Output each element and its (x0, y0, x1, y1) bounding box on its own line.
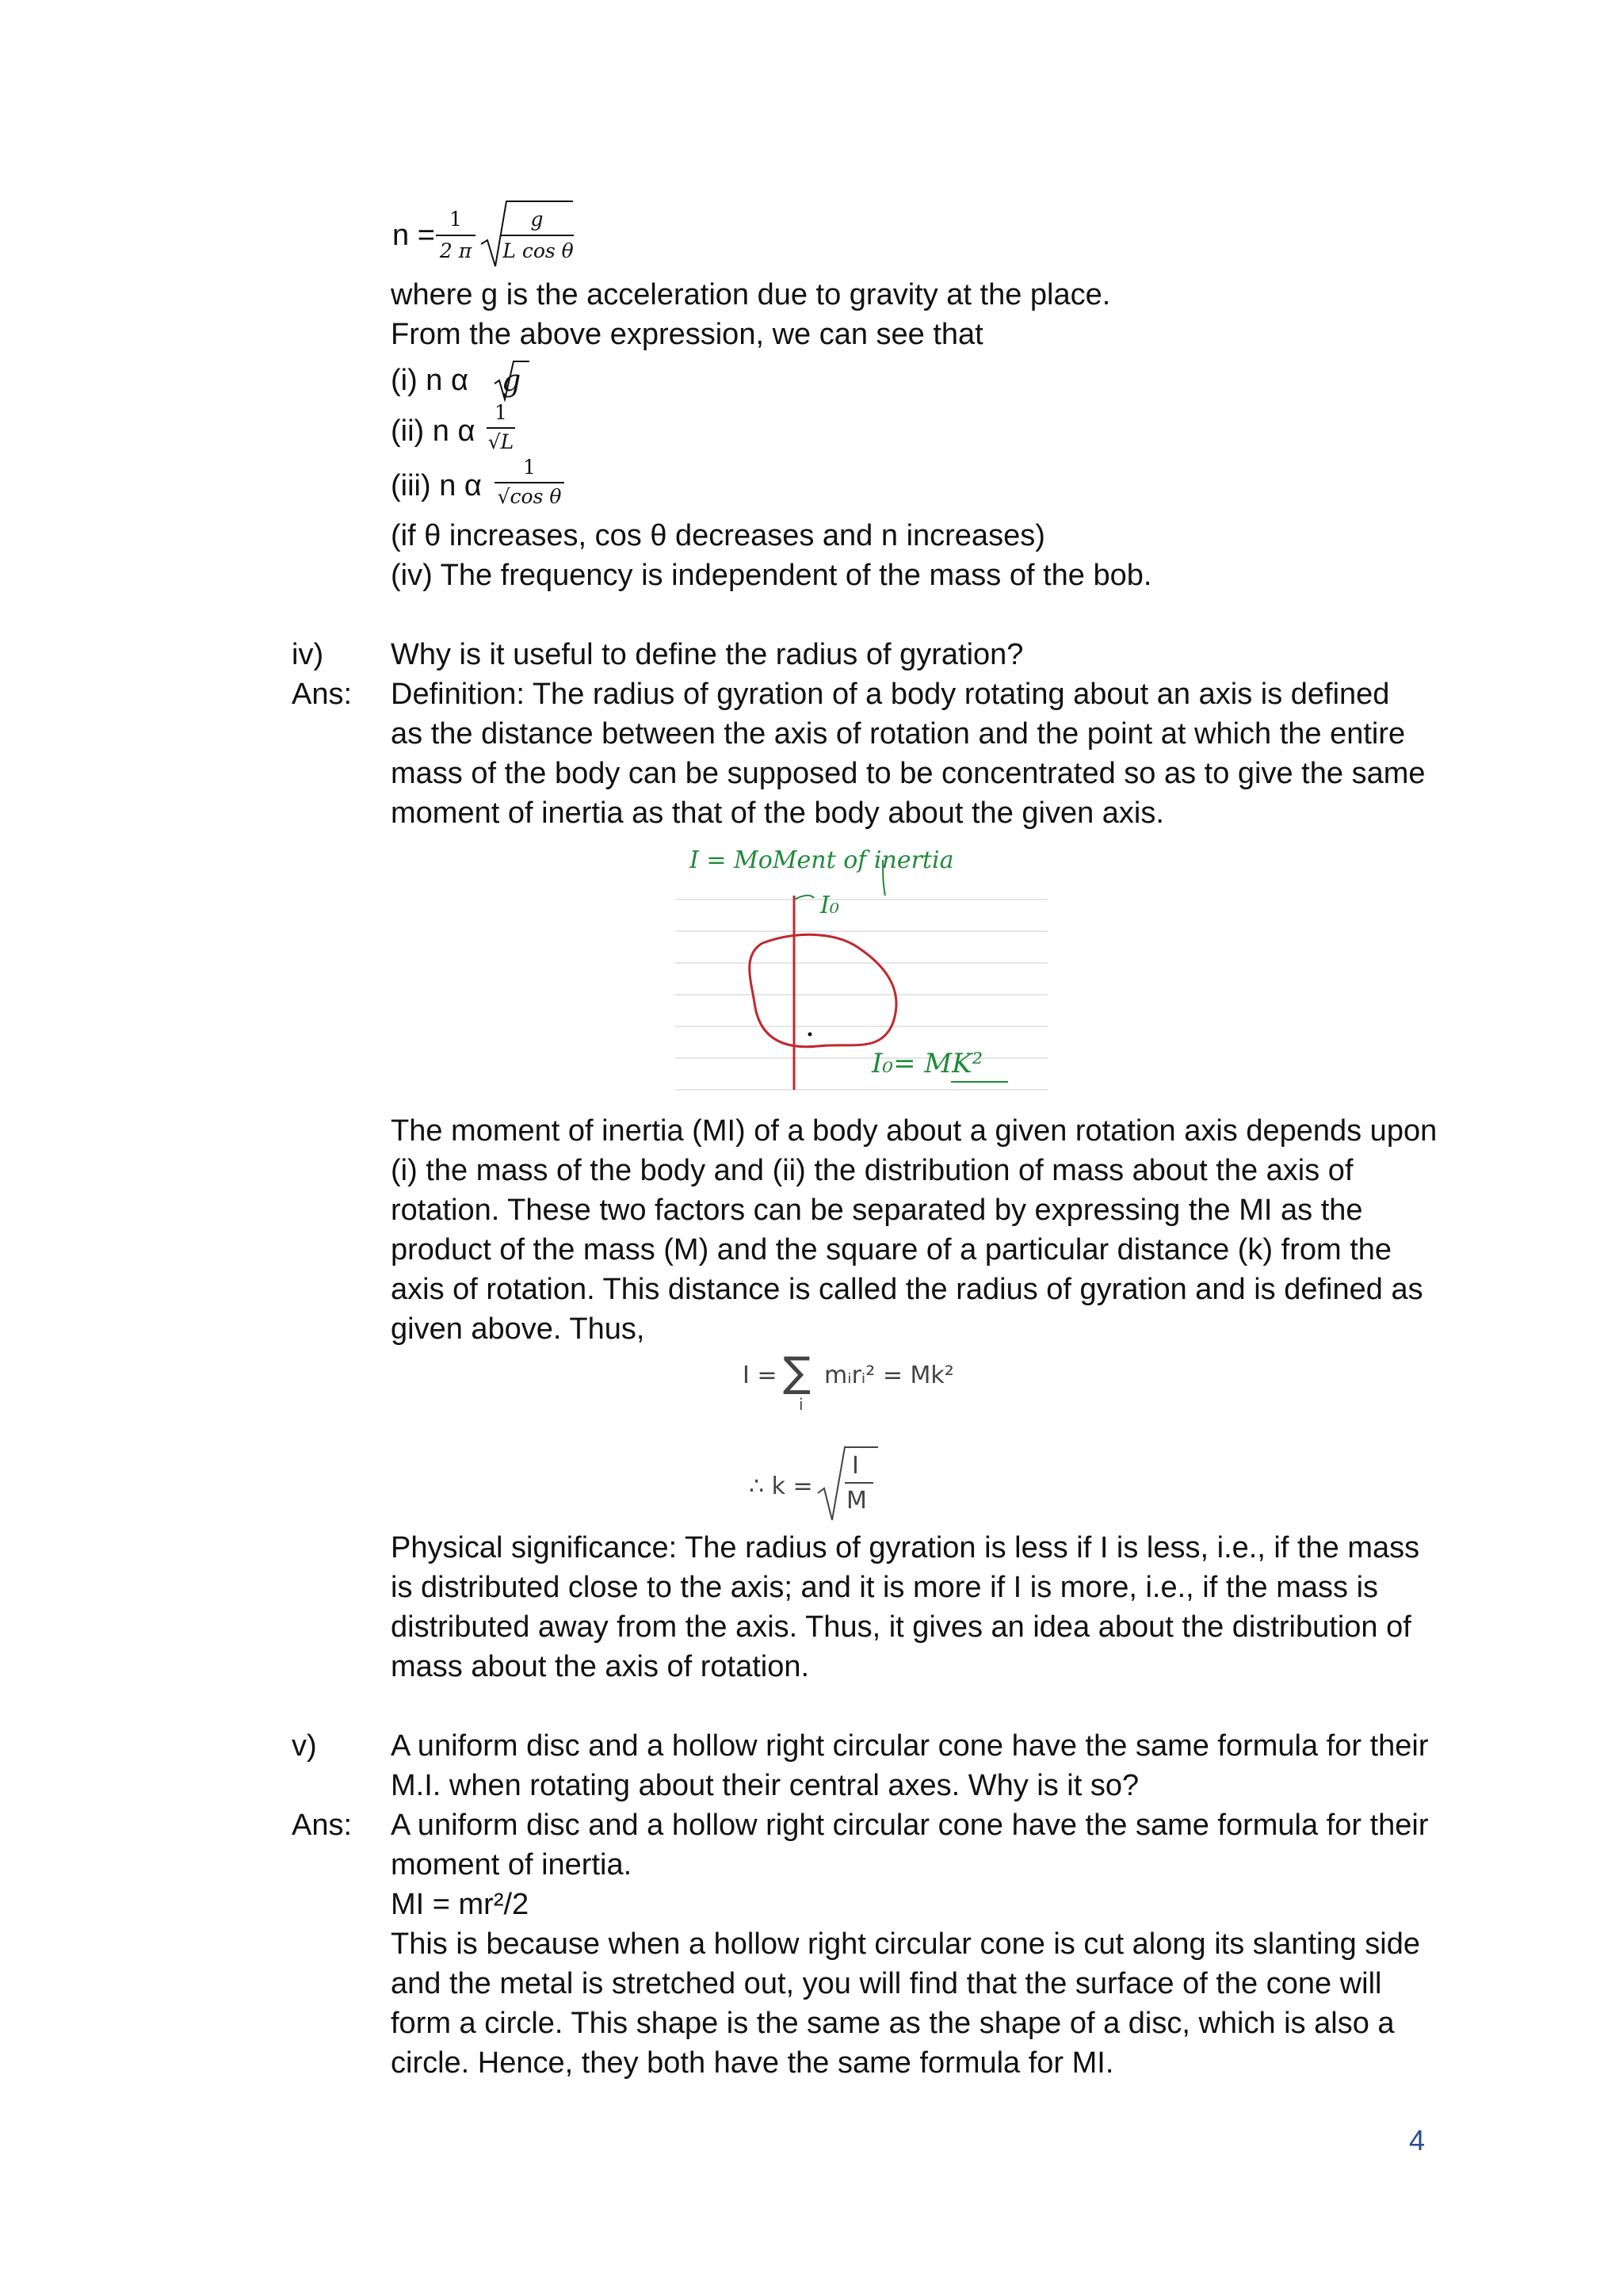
formula-den2: L cos θ (502, 239, 574, 262)
eq1-index: i (799, 1395, 804, 1414)
fraction-bar (501, 235, 574, 236)
eq2-den: M (846, 1487, 867, 1515)
formula-den1: 2 π (439, 239, 472, 262)
moment-of-inertia-figure (675, 852, 1048, 1110)
formula-num2: g (530, 208, 544, 231)
theta-note: (if θ increases, cos θ decreases and n increases) (391, 519, 1045, 552)
item-i-prefix: (i) n α (391, 364, 468, 397)
item-ii-num: 1 (495, 401, 507, 424)
fraction-bar (845, 1482, 873, 1484)
mi-formula: MI = mr²/2 (391, 1888, 529, 1921)
question-text: Why is it useful to define the radius of gyration? (391, 638, 1024, 671)
eq2-lhs: ∴ k = (749, 1473, 813, 1500)
eq1-sum-symbol: ∑ (783, 1349, 812, 1396)
definition-paragraph: Definition: The radius of gyration of a body rotating about an axis is defined as the distance between the axis of rotation and the point at which the entire mass of the body can be supposed to be concentrated so as to give the same moment of inertia as that of the body about the given axis. (391, 678, 1426, 830)
item-iv-line: (iv) The frequency is independent of the mass of the bob. (391, 559, 1152, 592)
figure-title: I = MoMent of inertia (689, 846, 954, 874)
moment-paragraph: The moment of inertia (MI) of a body about a given rotation axis depends upon (i) the mass of the body and (ii) the distribution of mass about the axis of rotation. These two factors can be separated by expressing the MI as the product of the mass (M) and the square of a particular distance (k) from the axis of rotation. This distance is called the radius of gyration and is defined as given above. Thus, (391, 1114, 1438, 1346)
eq1-rhs: mᵢrᵢ² = Mk² (824, 1362, 954, 1389)
question-text: A uniform disc and a hollow right circular cone have the same formula for their M.I. when rotating about their central axes. Why is it so? (391, 1729, 1429, 1802)
eq2-num: I (852, 1452, 859, 1480)
formula-lhs: n = (392, 219, 435, 252)
fraction-bar (436, 235, 475, 236)
item-ii-den: √L (487, 430, 514, 453)
answer-paragraph: A uniform disc and a hollow right circular cone have the same formula for their moment of inertia. (391, 1809, 1429, 1881)
fraction-bar (487, 427, 515, 429)
item-iii-prefix: (iii) n α (391, 469, 482, 502)
figure-io-label: I₀ (820, 892, 839, 919)
page-number: 4 (1408, 2124, 1425, 2157)
from-above-line: From the above expression, we can see that (391, 318, 983, 351)
question-number: iv) (292, 638, 324, 671)
formula-num1: 1 (449, 208, 462, 231)
fraction-bar (495, 482, 564, 483)
item-ii-prefix: (ii) n α (391, 415, 475, 448)
item-iii-den: √cos θ (497, 485, 562, 508)
answer-explanation: This is because when a hollow right circular cone is cut along its slanting side and the metal is stretched out, you will find that the surface of the cone will form a circle. This shape is the same as the shape of a disc, which is also a circle. Hence, they both have the same formula for MI. (391, 1927, 1420, 2080)
gravity-line: where g is the acceleration due to gravity at the place. (391, 278, 1111, 311)
answer-label: Ans: (292, 1809, 353, 1842)
item-iii-num: 1 (523, 456, 536, 479)
figure-equation: I₀= MK² (872, 1048, 983, 1079)
answer-label: Ans: (292, 678, 353, 711)
question-number: v) (292, 1729, 317, 1763)
significance-paragraph: Physical significance: The radius of gyration is less if I is less, i.e., if the mass is distributed close to the axis; and it is more if I is more, i.e., if the mass is distributed away from the axis. Thus, it gives an idea about the distribution of mass about the axis of rotation. (391, 1531, 1420, 1683)
item-i-radicand: g (502, 363, 521, 398)
eq1-lhs: I = (743, 1362, 777, 1389)
